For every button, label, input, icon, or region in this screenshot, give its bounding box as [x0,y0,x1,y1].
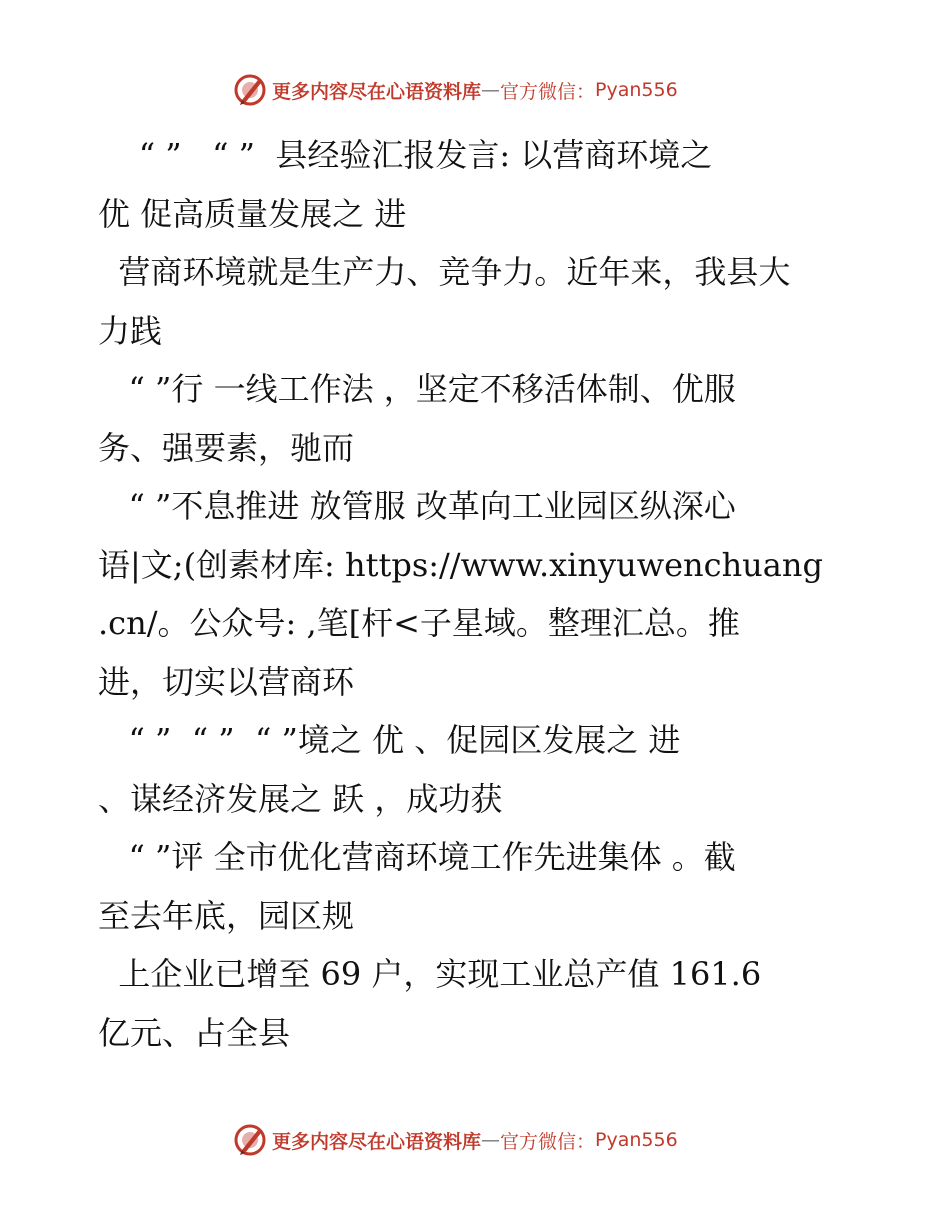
pen-circle-logo-icon [232,72,268,108]
text-line: 、谋经济发展之 跃 ，成功获 [98,779,503,818]
header-banner [232,70,752,110]
banner-title: 更多内容尽在心语资料库 [272,80,482,103]
text-line: “ ”不息推进 放管服 改革向工业园区纵深心 [98,487,736,525]
banner-separator: — [481,1129,501,1151]
text-line: “ ”评 全市优化营商环境工作先进集体 。截 [98,838,736,876]
text-line: 力践 [98,311,163,350]
text-line: 亿元、占全县 [98,1013,291,1052]
text-line: 上企业已增至 69 户，实现工业总产值 161.6 [98,955,762,993]
text-line: .cn/。公众号: ,笔[杆<子星域。整理汇总。推 [98,604,740,642]
banner-title: 更多内容尽在心语资料库 [272,1130,482,1153]
text-line: 至去年底，园区规 [98,896,355,935]
banner-account-id: Pyan556 [595,79,678,101]
text-line: 进，切实以营商环 [98,662,355,701]
text-line: “ ” “ ” “ ”境之 优 、促园区发展之 进 [98,721,681,759]
banner-account-id: Pyan556 [595,1129,678,1151]
text-line: 营商环境就是生产力、竞争力。近年来，我县大 [98,253,791,291]
footer-banner [232,1120,752,1160]
text-line: 优 促高质量发展之 进 [98,194,407,233]
text-line: 务、强要素，驰而 [98,428,355,467]
banner-account-label: 官方微信： [500,1130,596,1153]
banner-separator: — [481,79,501,101]
text-line: 语|文;(创素材库: https://www.xinyuwenchuang [98,545,823,584]
banner-account-label: 官方微信： [500,80,596,103]
text-line: “ ” “ ” 县经验汇报发言: 以营商环境之 [98,136,713,174]
pen-circle-logo-icon [232,1122,268,1158]
document-body [98,126,858,1062]
text-line: “ ”行 一线工作法 ，坚定不移活体制、优服 [98,370,736,408]
